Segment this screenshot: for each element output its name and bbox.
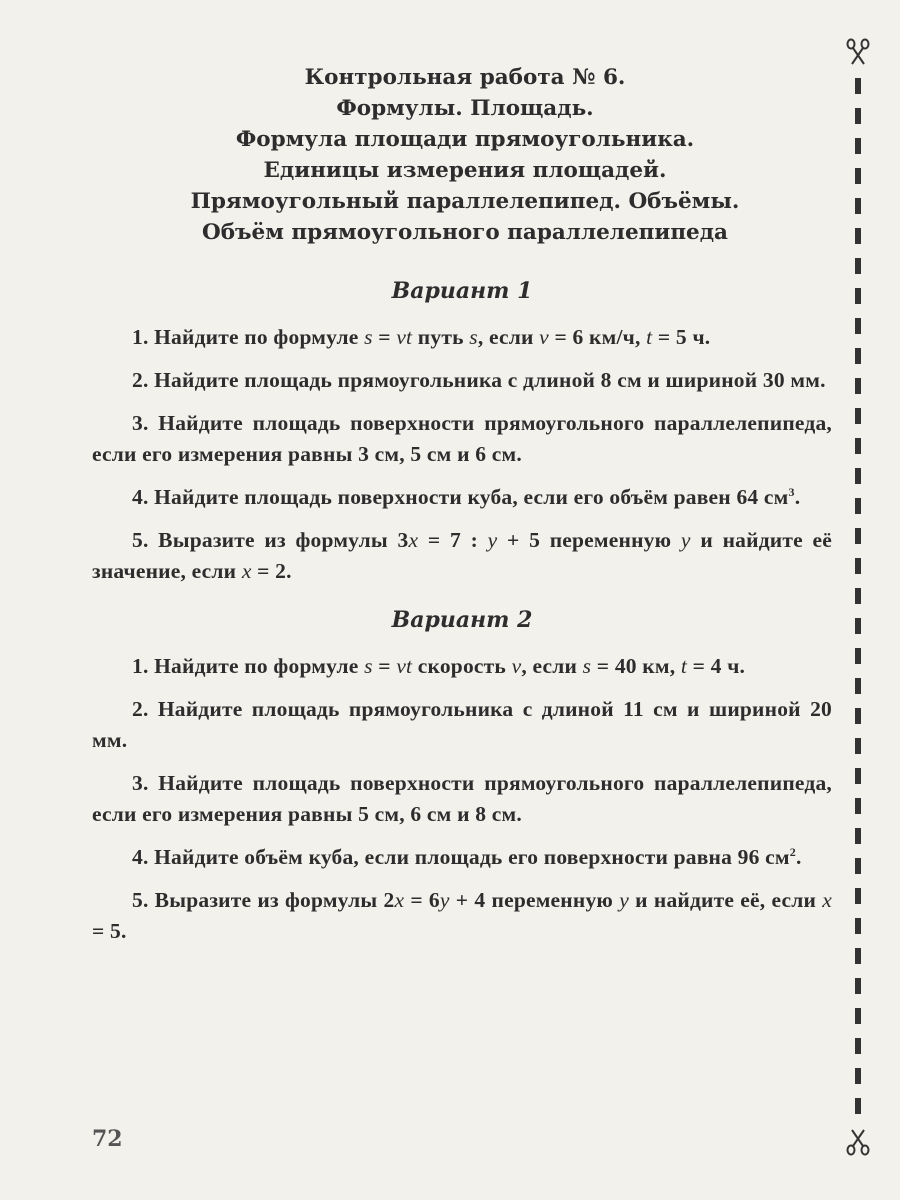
task-item: [92, 322, 832, 353]
title-line: Единицы измерения площадей.: [263, 158, 667, 183]
task-text: = 6 км/ч,: [548, 325, 647, 349]
task-number: 5.: [132, 888, 149, 912]
task-text: =: [372, 654, 397, 678]
math-variable: vt: [396, 654, 413, 678]
task-text: скорость: [412, 654, 512, 678]
math-variable: s: [582, 654, 592, 678]
task-text: Найдите объём куба, если площадь его поверхности равна 96 см: [148, 845, 790, 869]
task-text: .: [794, 485, 801, 509]
task-number: 2.: [132, 697, 149, 721]
task-item: [92, 408, 832, 470]
title-line: Контрольная работа № 6.: [304, 65, 626, 90]
task-number: 1.: [132, 654, 149, 678]
task-text: и найдите её значение, если: [92, 528, 832, 583]
math-variable: t: [646, 325, 653, 349]
math-variable: s: [364, 325, 373, 349]
math-variable: x: [822, 888, 832, 912]
task-text: + 4 переменную: [449, 888, 620, 912]
math-variable: y: [680, 528, 691, 552]
task-item: [92, 365, 832, 396]
title-line: Прямоугольный параллелепипед. Объёмы.: [190, 189, 740, 214]
math-variable: v: [539, 325, 549, 349]
math-variable: y: [619, 888, 629, 912]
page-number: 72: [92, 1126, 123, 1152]
variant-heading: Вариант 2: [391, 607, 533, 633]
superscript: 3: [788, 484, 795, 499]
task-number: 4.: [132, 485, 149, 509]
worksheet-content: [92, 276, 832, 959]
task-text: путь: [412, 325, 470, 349]
scissors-icon: [844, 1128, 872, 1156]
cut-line: [855, 78, 861, 1118]
task-text: = 5.: [92, 919, 127, 943]
task-text: , если: [521, 654, 583, 678]
task-text: = 2.: [251, 559, 292, 583]
task-text: =: [372, 325, 397, 349]
math-variable: vt: [396, 325, 413, 349]
math-variable: v: [511, 654, 522, 678]
task-item: [92, 694, 832, 756]
task-text: .: [795, 845, 802, 869]
variant-heading: Вариант 1: [391, 278, 533, 304]
task-text: Выразите из формулы 2: [148, 888, 395, 912]
task-text: = 4 ч.: [687, 654, 746, 678]
math-variable: x: [241, 559, 252, 583]
task-text: , если: [477, 325, 540, 349]
math-variable: y: [439, 888, 450, 912]
task-text: = 7 :: [418, 528, 488, 552]
task-text: Найдите площадь прямоугольника с длиной 11 см и шириной 20 мм.: [92, 697, 832, 752]
task-number: 1.: [132, 325, 149, 349]
task-text: Найдите по формуле: [148, 654, 365, 678]
math-variable: s: [364, 654, 373, 678]
math-variable: x: [394, 888, 405, 912]
task-text: Найдите по формуле: [148, 325, 365, 349]
title-line: Формулы. Площадь.: [336, 96, 594, 121]
task-number: 5.: [132, 528, 149, 552]
superscript: 2: [789, 844, 796, 859]
task-item: [92, 842, 832, 873]
task-number: 4.: [132, 845, 149, 869]
task-item: [92, 482, 832, 513]
task-text: и найдите её, если: [628, 888, 823, 912]
task-text: Найдите площадь поверхности куба, если его объём равен 64 см: [148, 485, 789, 509]
math-variable: s: [469, 325, 478, 349]
title-line: Объём прямоугольного параллелепипеда: [201, 220, 728, 245]
task-text: Найдите площадь поверхности прямоугольного параллелепипеда, если его измерения равны 5 см, 6 см и 8 см.: [92, 771, 832, 826]
worksheet-title: [60, 62, 870, 248]
scissors-icon: [844, 38, 872, 66]
task-number: 2.: [132, 368, 149, 392]
task-text: Выразите из формулы 3: [148, 528, 409, 552]
task-text: Найдите площадь прямоугольника с длиной 8 см и шириной 30 мм.: [148, 368, 826, 392]
task-item: [92, 768, 832, 830]
task-item: [92, 525, 832, 587]
math-variable: x: [408, 528, 419, 552]
task-text: Найдите площадь поверхности прямоугольного параллелепипеда, если его измерения равны 3 см, 5 см и 6 см.: [92, 411, 832, 466]
task-text: = 6: [404, 888, 440, 912]
task-item: [92, 651, 832, 682]
task-item: [92, 885, 832, 947]
title-line: Формула площади прямоугольника.: [235, 127, 695, 152]
task-text: = 5 ч.: [652, 325, 711, 349]
task-number: 3.: [132, 771, 149, 795]
task-text: = 40 км,: [591, 654, 681, 678]
math-variable: y: [487, 528, 498, 552]
task-text: + 5 переменную: [497, 528, 681, 552]
math-variable: t: [680, 654, 688, 678]
task-number: 3.: [132, 411, 149, 435]
